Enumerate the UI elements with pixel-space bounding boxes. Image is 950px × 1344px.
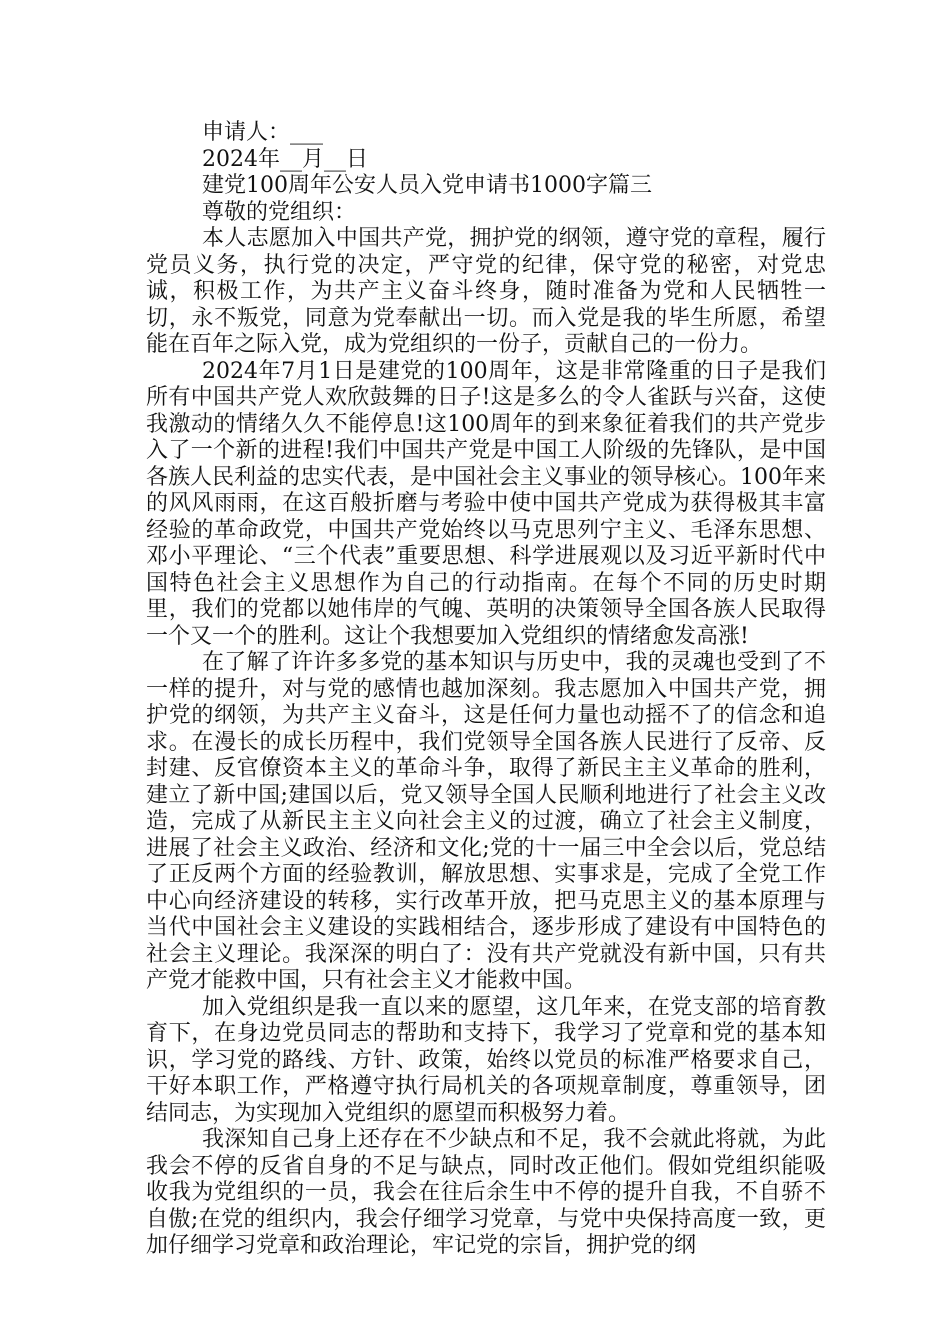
paragraph-3: 在了解了许许多多党的基本知识与历史中，我的灵魂也受到了不一样的提升，对与党的感情也越加深刻。我志愿加入中国共产党，拥护党的纲领，为共产主义奋斗，这是任何力量也动摇不了的信念和追求。在漫长的成长历程中，我们党领导全国各族人民进行了反帝、反封建、反官僚资本主义的革命斗争，取得了新民主主义革命的胜利，建立了新中国;建国以后，党又领导全国人民顺利地进行了社会主义改造，完成了从新民主主义向社会主义的过渡，确立了社会主义制度，进展了社会主义政治、经济和文化;党的十一届三中全会以后，党总结了正反两个方面的经验教训，解放思想、实事求是，完成了全党工作中心向经济建设的转移，实行改革开放，把马克思主义的基本原理与当代中国社会主义建设的实践相结合，逐步形成了建设有中国特色的社会主义理论。我深深的明白了：没有共产党就没有新中国，只有共产党才能救中国，只有社会主义才能救中国。 <box>146 650 826 993</box>
paragraph-4: 加入党组织是我一直以来的愿望，这几年来，在党支部的培育教育下，在身边党员同志的帮助和支持下，我学习了党章和党的基本知识，学习党的路线、方针、政策，始终以党员的标准严格要求自己，干好本职工作，严格遵守执行局机关的各项规章制度，尊重领导，团结同志，为实现加入党组织的愿望而积极努力着。 <box>146 994 826 1126</box>
document-page <box>146 120 826 1260</box>
applicant-line: 申请人：___ <box>202 120 324 145</box>
paragraph-5: 我深知自己身上还存在不少缺点和不足，我不会就此将就，为此我会不停的反省自身的不足与缺点，同时改正他们。假如党组织能吸收我为党组织的一员，我会在往后余生中不停的提升自我，不自骄不自傲;在党的组织内，我会仔细学习党章，与党中央保持高度一致，更加仔细学习党章和政治理论，牢记党的宗旨，拥护党的纲 <box>146 1127 826 1258</box>
document-title: 建党100周年公安人员入党申请书1000字篇三 <box>202 173 652 198</box>
date-line: 2024年__月__日 <box>202 146 368 172</box>
salutation: 尊敬的党组织： <box>202 199 357 225</box>
paragraph-2: 2024年7月1日是建党的100周年，这是非常隆重的日子是我们所有中国共产党人欢欣鼓舞的日子!这是多么的令人雀跃与兴奋，这使我激动的情绪久久不能停息!这100周年的到来象征着我们的共产党步入了一个新的进程!我们中国共产党是中国工人阶级的先锋队，是中国各族人民利益的忠实代表，是中国社会主义事业的领导核心。100年来的风风雨雨，在这百般折磨与考验中使中国共产党成为获得极其丰富经验的革命政党，中国共产党始终以马克思列宁主义、毛泽东思想、邓小平理论、“三个代表”重要思想、科学进展观以及习近平新时代中国特色社会主义思想作为自己的行动指南。在每个不同的历史时期里，我们的党都以她伟岸的气魄、英明的决策领导全国各族人民取得一个又一个的胜利。这让个我想要加入党组织的情绪愈发高涨! <box>146 358 826 649</box>
paragraph-1: 本人志愿加入中国共产党，拥护党的纲领，遵守党的章程，履行党员义务，执行党的决定，严守党的纪律，保守党的秘密，对党忠诚，积极工作，为共产主义奋斗终身，随时准备为党和人民牺牲一切，永不叛党，同意为党奉献出一切。而入党是我的毕生所愿，希望能在百年之际入党，成为党组织的一份子，贡献自己的一份力。 <box>146 226 826 357</box>
